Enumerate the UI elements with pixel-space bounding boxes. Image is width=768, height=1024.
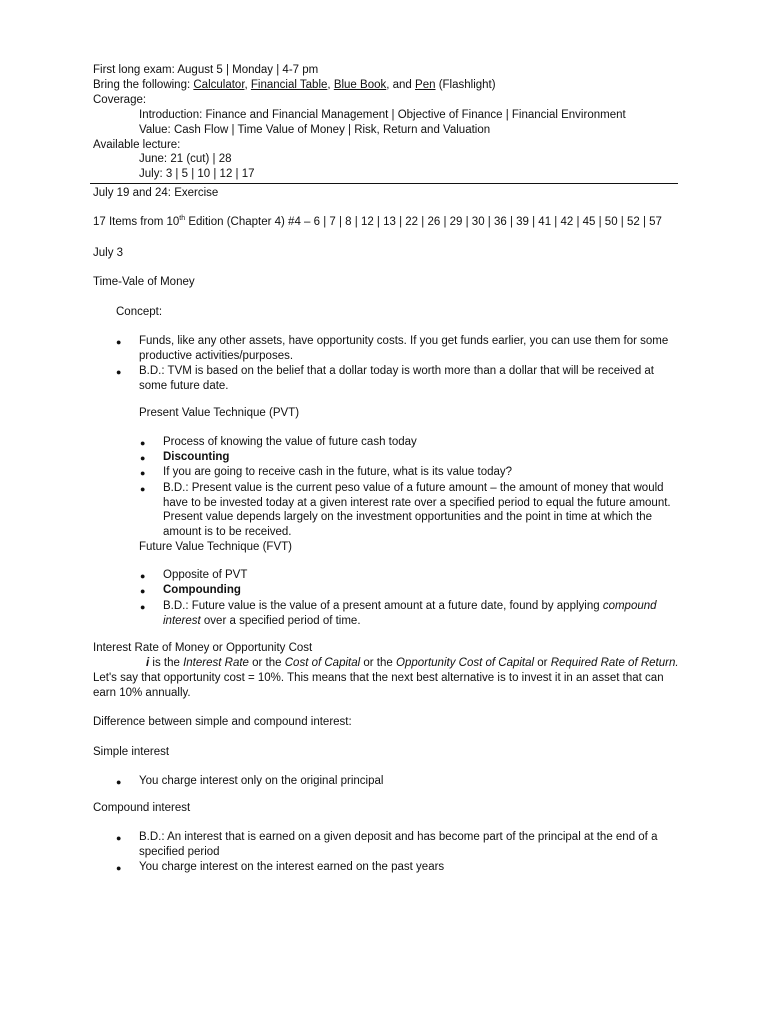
exercise-items: 17 Items from 10th Edition (Chapter 4) #4 – 6 | 7 | 8 | 12 | 13 | 22 | 26 | 29 | 30 | 36 | 39 | 41 | 42 | 45 | 50 | 52 | 57: [93, 215, 662, 228]
topic-heading: Time-Vale of Money: [93, 276, 195, 288]
item-calculator: Calculator: [193, 79, 245, 91]
coverage-label: Coverage:: [93, 94, 147, 106]
interest-definition: i is the Interest Rate or the Cost of Capital or the Opportunity Cost of Capital or Required Rate of Return.: [146, 657, 679, 669]
available-label: Available lecture:: [93, 139, 181, 151]
lecture-june: June: 21 (cut) | 28: [139, 153, 232, 165]
divider: [90, 183, 678, 184]
item-financial-table: Financial Table: [250, 79, 328, 91]
bullet-icon: ●: [140, 602, 146, 612]
bullet-icon: ●: [116, 863, 122, 873]
list-item: B.D.: Future value is the value of a present amount at a future date, found by applying compound interest over a specified period of time.: [163, 600, 657, 627]
list-item: Discounting: [163, 451, 230, 463]
notes-date: July 3: [93, 247, 124, 259]
bullet-icon: ●: [140, 453, 146, 463]
fvt-heading: Future Value Technique (FVT): [139, 541, 292, 553]
coverage-item: Introduction: Finance and Financial Management | Objective of Finance | Financial Environment: [139, 109, 626, 121]
list-item: Process of knowing the value of future cash today: [163, 436, 417, 448]
bullet-icon: ●: [140, 438, 146, 448]
compound-heading: Compound interest: [93, 802, 191, 814]
list-item: Opposite of PVT: [163, 569, 248, 581]
lecture-july: July: 3 | 5 | 10 | 12 | 17: [139, 168, 255, 180]
concept-heading: Concept:: [116, 306, 163, 318]
exam-line: First long exam: August 5 | Monday | 4-7 pm: [93, 64, 319, 76]
opportunity-text: Let's say that opportunity cost = 10%. This means that the next best alternative is to invest it in an asset that can earn 10% annually.: [93, 672, 664, 699]
list-item: You charge interest on the interest earned on the past years: [139, 861, 445, 873]
item-blue-book: Blue Book: [333, 79, 387, 91]
bullet-icon: ●: [140, 484, 146, 494]
simple-heading: Simple interest: [93, 746, 170, 758]
pvt-heading: Present Value Technique (PVT): [139, 407, 300, 419]
bullet-icon: ●: [140, 571, 146, 581]
item-pen: Pen: [415, 79, 436, 91]
bring-line: Bring the following: Calculator, Financial Table, Blue Book, and Pen (Flashlight): [93, 79, 496, 91]
bullet-icon: ●: [116, 833, 122, 843]
list-item: B.D.: TVM is based on the belief that a dollar today is worth more than a dollar that will be received at some future date.: [139, 365, 655, 392]
list-item: If you are going to receive cash in the future, what is its value today?: [163, 466, 513, 478]
list-item: Funds, like any other assets, have opportunity costs. If you get funds earlier, you can use them for some productive activities/purposes.: [139, 335, 669, 362]
bullet-icon: ●: [140, 586, 146, 596]
difference-heading: Difference between simple and compound interest:: [93, 716, 352, 728]
list-item: Compounding: [163, 584, 241, 596]
coverage-item: Value: Cash Flow | Time Value of Money | Risk, Return and Valuation: [139, 124, 491, 136]
bullet-icon: ●: [116, 367, 122, 377]
list-item: B.D.: An interest that is earned on a given deposit and has become part of the principal at the end of a specified period: [139, 831, 658, 858]
exercise-line: July 19 and 24: Exercise: [93, 187, 219, 199]
list-item: B.D.: Present value is the current peso value of a future amount – the amount of money that would have to be invested today at a given interest rate over a specified period to equal the future amount. Present value depends largely on the investment opportunities and the point in time at which the amount is to be received.: [163, 482, 671, 538]
interest-heading: Interest Rate of Money or Opportunity Cost: [93, 642, 313, 654]
bullet-icon: ●: [116, 337, 122, 347]
list-item: You charge interest only on the original principal: [139, 775, 384, 787]
bullet-icon: ●: [140, 468, 146, 478]
bullet-icon: ●: [116, 777, 122, 787]
